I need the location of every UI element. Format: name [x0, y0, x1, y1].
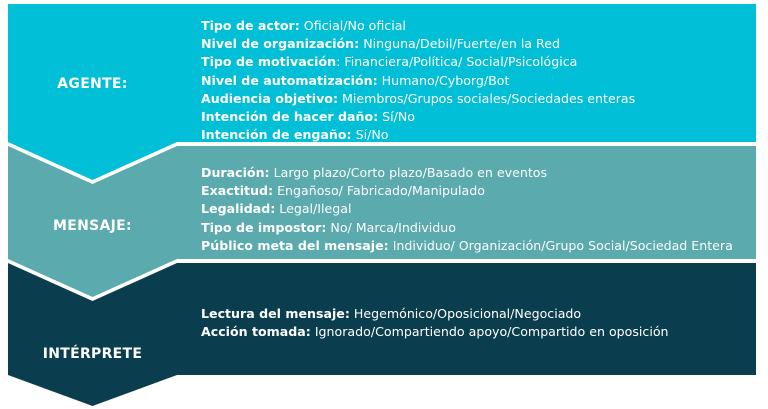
detail-line [201, 108, 756, 126]
chevron-interprete [8, 263, 177, 406]
detail-key: Nivel de organización: [201, 36, 360, 52]
detail-line [201, 53, 756, 71]
detail-line [201, 200, 756, 218]
interprete-details [177, 263, 756, 375]
section-label-interprete: INTÉRPRETE [42, 346, 143, 362]
detail-line [201, 164, 756, 182]
detail-key: Audiencia objetivo: [201, 90, 338, 106]
detail-key: Legalidad: [201, 201, 276, 217]
detail-value: Engañoso/ Fabricado/Manipulado [273, 183, 485, 199]
detail-line [201, 35, 756, 53]
detail-key: Público meta del mensaje: [201, 237, 389, 253]
detail-value: Sí/No [378, 109, 416, 125]
detail-key: Exactitud: [201, 183, 274, 199]
detail-line [201, 323, 756, 341]
detail-line [201, 219, 756, 237]
detail-key: Acción tomada: [201, 324, 311, 340]
detail-value: Humano/Cyborg/Bot [377, 72, 510, 88]
detail-value: Ignorado/Compartiendo apoyo/Compartido en oposición [310, 324, 669, 340]
detail-key: Tipo de actor: [201, 18, 300, 33]
detail-value: Sí/No [351, 127, 389, 143]
section-label-agente: AGENTE: [57, 76, 128, 92]
detail-key: Duración: [201, 165, 270, 180]
detail-line [201, 72, 756, 90]
detail-line [201, 237, 756, 255]
detail-line [201, 305, 756, 323]
detail-value: Legal/Ilegal [275, 201, 352, 217]
detail-value: Individuo/ Organización/Grupo Social/Sociedad Entera [388, 237, 733, 253]
agente-details [177, 4, 756, 142]
detail-line [201, 182, 756, 200]
detail-key: Nivel de automatización: [201, 72, 378, 88]
detail-line [201, 90, 756, 108]
detail-value: No/ Marca/Individuo [326, 219, 456, 235]
mensaje-details [177, 146, 756, 259]
detail-value: Oficial/No oficial [299, 18, 406, 33]
detail-key: Intención de engaño: [201, 127, 352, 143]
detail-value: Ninguna/Debil/Fuerte/en la Red [359, 36, 560, 52]
detail-line [201, 17, 756, 35]
detail-value: Miembros/Grupos sociales/Sociedades enteras [337, 90, 636, 106]
detail-value: Largo plazo/Corto plazo/Basado en eventos [269, 165, 548, 180]
detail-value: Hegemónico/Oposicional/Negociado [349, 306, 582, 321]
detail-value: : Financiera/Política/ Social/Psicológica [336, 54, 578, 70]
section-label-mensaje: MENSAJE: [53, 218, 132, 234]
detail-key: Intención de hacer daño: [201, 109, 379, 125]
detail-line [201, 126, 756, 144]
detail-key: Tipo de impostor: [201, 219, 327, 235]
detail-key: Lectura del mensaje: [201, 306, 350, 321]
detail-key: Tipo de motivación [201, 54, 337, 70]
